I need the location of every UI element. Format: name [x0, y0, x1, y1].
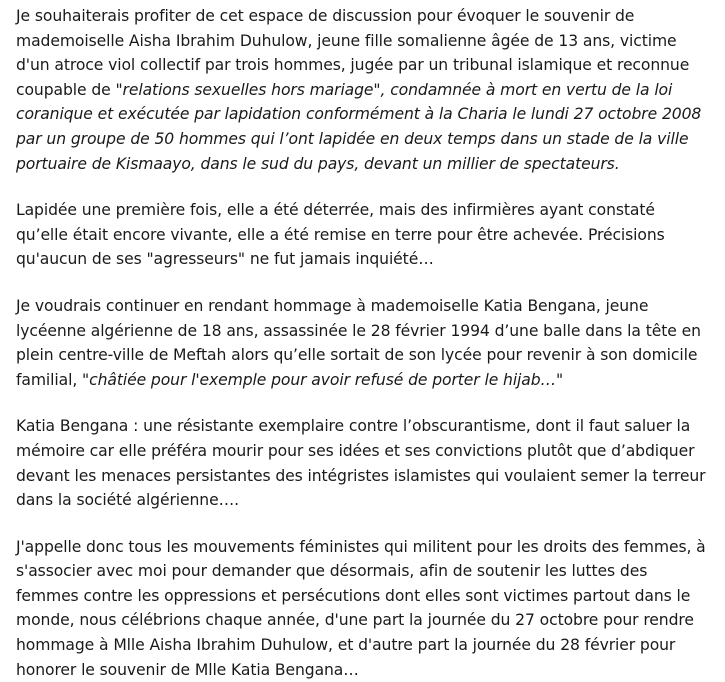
paragraph-appeal — [16, 535, 711, 682]
paragraph-quote: "châtiée pour l'exemple pour avoir refusé de porter le hijab…" — [82, 370, 564, 389]
paragraph-aisha-intro — [16, 4, 711, 176]
paragraph-text: Je souhaiterais profiter de cet espace de discussion pour évoquer le souvenir de mademoiselle Aisha Ibrahim Duhulow, jeune fille somalienne âgée de 13 ans, victime d'un atroce viol collectif par trois hommes, jugée par un tribunal islamique et reconnue coupable de — [16, 7, 690, 99]
paragraph-quote: "relations sexuelles hors mariage", condamnée à mort en vertu de la loi coranique et exécutée par lapidation conformément à la Charia le lundi 27 octobre 2008 par un groupe de 50 hommes qui l’ont lapidée en deux temps dans un stade de la ville portuaire de Kismaayo, dans le sud du pays, devant un millier de spectateurs. — [16, 80, 702, 173]
paragraph-text: Je voudrais continuer en rendant hommage à mademoiselle Katia Bengana, jeune lycéenne algérienne de 18 ans, assassinée le 28 février 1994 d’une balle dans la tête en plein centre-ville de Meftah alors qu’elle sortait de son lycée pour revenir à son domicile familial, — [16, 296, 701, 389]
paragraph-text: J'appelle donc tous les mouvements féministes qui militent pour les droits des femmes, à s'associer avec moi pour demander que désormais, afin de soutenir les luttes des femmes contre les oppressions et persécutions dont elles sont victimes partout dans le monde, nous célébrions chaque année, d'une part la journée du 27 octobre pour rendre hommage à Mlle Aisha Ibrahim Duhulow, et d'autre part la journée du 28 février pour honorer le souvenir de Mlle Katia Bengana… — [16, 537, 706, 679]
paragraph-katia-tribute — [16, 414, 711, 512]
paragraph-katia-intro — [16, 294, 711, 392]
paragraph-lapidation — [16, 198, 711, 272]
paragraph-text: Katia Bengana : une résistante exemplaire contre l’obscurantisme, dont il faut saluer la mémoire car elle préféra mourir pour ses idées et ses convictions plutôt que d’abdiquer devant les menaces persistantes des intégristes islamistes qui voulaient semer la terreur dans la société algérienne…. — [16, 417, 706, 510]
paragraph-text: Lapidée une première fois, elle a été déterrée, mais des infirmières ayant constaté qu’elle était encore vivante, elle a été remise en terre pour être achevée. Précisions qu'aucun de ses "agresseurs" ne fut jamais inquiété… — [16, 201, 665, 269]
